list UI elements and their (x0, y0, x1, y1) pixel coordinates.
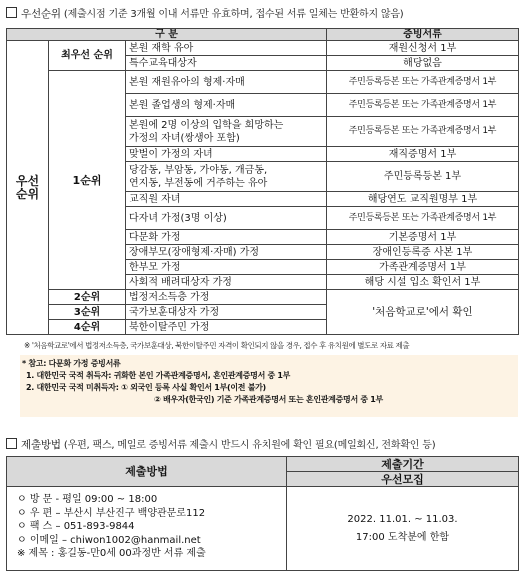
row-item: 본원 졸업생의 형제·자매 (126, 94, 327, 117)
row-doc: 주민등록등본 1부 (327, 162, 519, 192)
method-item: ㅇ 팩 스 – 051-893-9844 (17, 521, 135, 532)
row-item: 본원 재원유아의 형제·자매 (126, 71, 327, 94)
period-date: 2022. 11.01. ~ 11.03. (347, 513, 458, 525)
method-item: ㅇ 우 편 – 부산시 부산진구 백양관문로112 (17, 507, 206, 519)
row-doc: 주민등록등본 또는 가족관계증명서 1부 (327, 71, 519, 94)
row-doc: 해당연도 교직원명부 1부 (327, 192, 519, 207)
row-doc-merged: '처음학교로'에서 확인 (327, 290, 519, 335)
tier-fourth: 4순위 (49, 320, 126, 335)
section1-condition: (제출시점 기준 3개월 이내 서류만 유효하며, 접수된 서류 일체는 반환하지 않음) (63, 9, 404, 20)
row-item: 교직원 자녀 (126, 192, 327, 207)
reference-line: ② 배우자(한국인) 기준 가족관계증명서 또는 혼인관계증명서 중 1부 (154, 395, 383, 404)
row-item: 특수교육대상자 (126, 56, 327, 71)
row-doc: 주민등록등본 또는 가족관계증명서 1부 (327, 94, 519, 117)
section2-title: 제출방법 (우편, 팩스, 메일로 증빙서류 제출시 반드시 유치원에 확인 필요(메일회신, 전화확인 등) (6, 436, 435, 452)
tier-second: 2순위 (49, 290, 126, 305)
header-method: 제출방법 (7, 457, 287, 487)
checkbox-square-icon (6, 7, 17, 18)
row-doc: 장애인등록증 사본 1부 (327, 245, 519, 260)
priority-group-label: 우선 순위 (7, 41, 49, 335)
tier-third: 3순위 (49, 305, 126, 320)
header-category: 구 분 (7, 29, 327, 41)
row-item (126, 162, 327, 192)
table-footnote: ※ '처음학교로'에서 법정저소득층, 국가보훈대상, 북한이탈주민 자격이 확인되지 않을 경우, 접수 후 유치원에 별도로 자료 제출 (24, 341, 410, 350)
section2-condition: (우편, 팩스, 메일로 증빙서류 제출시 반드시 유치원에 확인 필요(메일회신, 전화확인 등) (63, 440, 436, 451)
reference-title: * 참고: 다문화 가정 증빙서류 (22, 359, 121, 368)
header-period-sub: 우선모집 (287, 472, 519, 487)
method-item: ㅇ 이메일 – chiwon1002@hanmail.net (17, 534, 201, 546)
tier-top: 최우선 순위 (49, 41, 126, 71)
header-period: 제출기간 (287, 457, 519, 472)
row-item: 한부모 가정 (126, 260, 327, 275)
tier-first: 1순위 (49, 71, 126, 290)
method-list (7, 487, 287, 571)
row-item-line: 당감동, 부암동, 가야동, 개금동, (129, 164, 268, 176)
row-item: 본원 재학 유아 (126, 41, 327, 56)
row-doc: 해당 시설 입소 확인서 1부 (327, 275, 519, 290)
row-item-line: 본원에 2명 이상의 입학을 희망하는 (129, 119, 284, 131)
row-item (126, 117, 327, 147)
submission-table (6, 456, 519, 571)
section1-title: 우선순위 (제출시점 기준 3개월 이내 서류만 유효하며, 접수된 서류 일체는 반환하지 않음) (6, 5, 404, 21)
row-item-line: 가정의 자녀(쌍생아 포함) (129, 132, 240, 144)
row-item: 다문화 가정 (126, 230, 327, 245)
checkbox-square-icon (6, 438, 17, 449)
reference-line: 1. 대한민국 국적 취득자: 귀화한 본인 가족관계증명서, 혼인관계증명서 중 1부 (26, 371, 291, 380)
row-doc: 주민등록등본 또는 가족관계증명서 1부 (327, 207, 519, 230)
row-item: 장애부모(장애형제·자매) 가정 (126, 245, 327, 260)
row-doc: 해당없음 (327, 56, 519, 71)
row-doc: 재직증명서 1부 (327, 147, 519, 162)
method-item: ※ 제목 : 홍길동-만0세 00과정반 서류 제출 (17, 548, 206, 559)
row-item: 사회적 배려대상자 가정 (126, 275, 327, 290)
row-item: 국가보훈대상자 가정 (126, 305, 327, 320)
row-item: 다자녀 가정(3명 이상) (126, 207, 327, 230)
row-doc: 기본증명서 1부 (327, 230, 519, 245)
period-deadline: 17:00 도착분에 한함 (355, 531, 450, 543)
row-item: 북한이탈주민 가정 (126, 320, 327, 335)
priority-table (6, 28, 519, 335)
row-item: 법정저소득층 가정 (126, 290, 327, 305)
row-doc: 재원신청서 1부 (327, 41, 519, 56)
row-item: 맞벌이 가정의 자녀 (126, 147, 327, 162)
reference-line: 2. 대한민국 국적 미취득자: ① 외국인 등록 사실 확인서 1부(이전 불가) (26, 383, 266, 392)
method-item: ㅇ 방 문 - 평일 09:00 ~ 18:00 (17, 494, 158, 505)
row-doc: 가족관계증명서 1부 (327, 260, 519, 275)
reference-box (20, 355, 518, 417)
row-doc: 주민등록등본 또는 가족관계증명서 1부 (327, 117, 519, 147)
header-docs: 증빙서류 (327, 29, 519, 41)
row-item-line: 연지동, 부전동에 거주하는 유아 (129, 177, 268, 189)
period-cell (287, 487, 519, 571)
